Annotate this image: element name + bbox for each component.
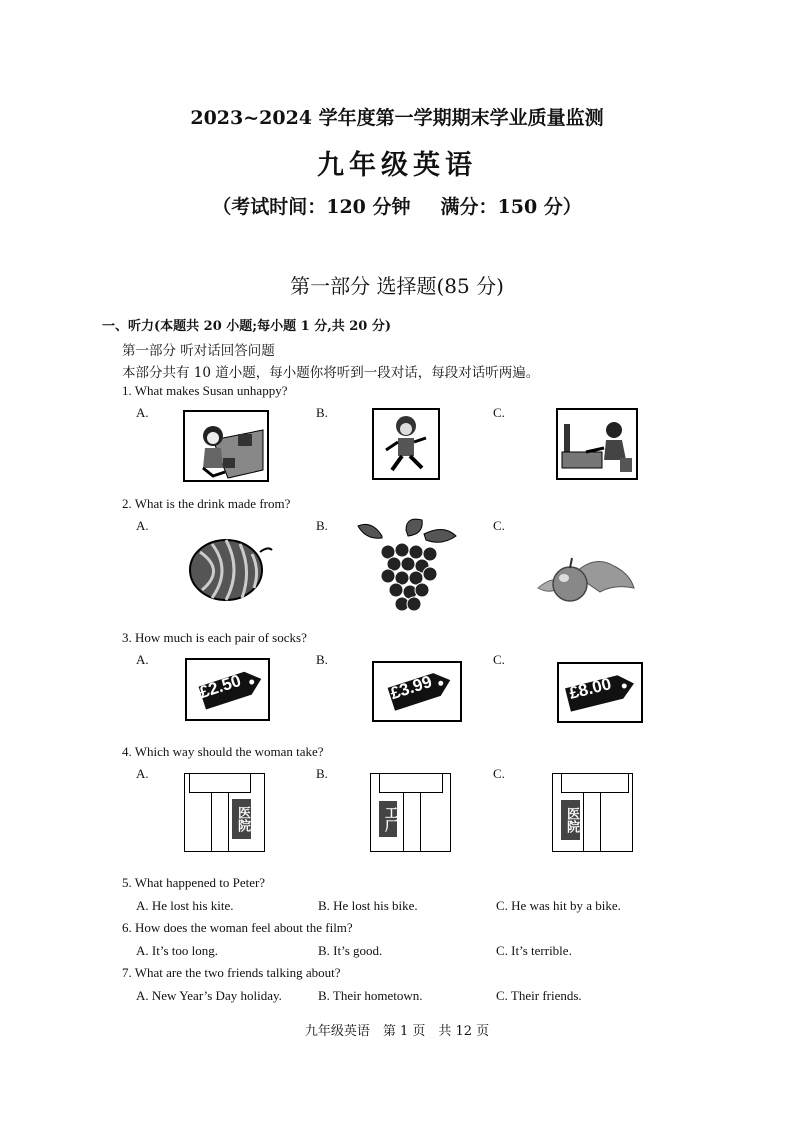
q2-option-c-label: C. [493,518,505,533]
q4-option-b-label: B. [316,766,328,781]
score-info: 满分：150 分） [440,196,582,218]
question-1-stem: 1. What makes Susan unhappy? [122,383,288,398]
map-a [184,773,265,852]
subject-title: 九年级英语 [317,150,477,181]
woman-at-computer-picture [556,408,638,480]
road-horizontal [189,774,251,793]
factory-label: 工厂 [379,801,397,837]
part-title: 第一部分 选择题(85 分) [290,274,504,298]
map-b [370,773,451,852]
q1-option-b-label: B. [316,405,328,420]
road-horizontal [561,774,629,793]
q5-option-a: A. He lost his kite. [136,898,234,913]
q3-option-c-label: C. [493,652,505,667]
boy-running-picture [372,408,440,480]
page-footer: 九年级英语 第 1 页 共 12 页 [304,1024,490,1039]
price-label-a: £2.50 [196,670,244,703]
road-vertical [211,792,229,851]
apple-picture [534,544,638,606]
exam-info [0,192,794,219]
q3-option-a-label: A. [136,652,149,667]
q7-option-a: A. New Year’s Day holiday. [136,988,282,1003]
watermelon-picture [186,532,276,602]
exam-title: 2023~2024 学年度第一学期期末学业质量监测 [190,107,604,129]
section-intro: 本部分共有 10 道小题，每小题你将听到一段对话，每段对话听两遍。 [122,365,540,381]
price-tag-a [185,658,270,721]
q2-option-b-label: B. [316,518,328,533]
q4-option-c-label: C. [493,766,505,781]
map-c [552,773,633,852]
hospital-label: 医院 [232,799,251,839]
q4-option-a-label: A. [136,766,149,781]
q5-option-b: B. He lost his bike. [318,898,418,913]
question-2-stem: 2. What is the drink made from? [122,496,291,511]
price-label-b: £3.99 [387,671,435,704]
question-5-stem: 5. What happened to Peter? [122,875,266,890]
q6-option-a: A. It’s too long. [136,943,218,958]
q6-option-c: C. It’s terrible. [496,943,572,958]
q7-option-c: C. Their friends. [496,988,582,1003]
q7-option-b: B. Their hometown. [318,988,423,1003]
q2-option-a-label: A. [136,518,149,533]
road-vertical [403,792,421,851]
q6-option-b: B. It’s good. [318,943,383,958]
question-3-stem: 3. How much is each pair of socks? [122,630,307,645]
section-heading: 一、听力(本题共 20 小题;每小题 1 分,共 20 分) [102,319,392,334]
q1-option-a-label: A. [136,405,149,420]
price-tag-c [557,662,643,723]
road-horizontal [379,774,443,793]
time-info: （考试时间：120 分钟 [212,196,411,218]
price-tag-b [372,661,462,722]
hospital-label: 医院 [561,800,580,840]
girl-sad-picture [183,410,269,482]
question-6-stem: 6. How does the woman feel about the film? [122,920,353,935]
question-4-stem: 4. Which way should the woman take? [122,744,324,759]
road-vertical [583,792,601,851]
q1-option-c-label: C. [493,405,505,420]
section-subheading: 第一部分 听对话回答问题 [122,343,275,359]
question-7-stem: 7. What are the two friends talking about? [122,965,341,980]
price-label-c: £8.00 [567,674,614,703]
q3-option-b-label: B. [316,652,328,667]
q5-option-c: C. He was hit by a bike. [496,898,621,913]
grapes-picture [352,516,460,618]
